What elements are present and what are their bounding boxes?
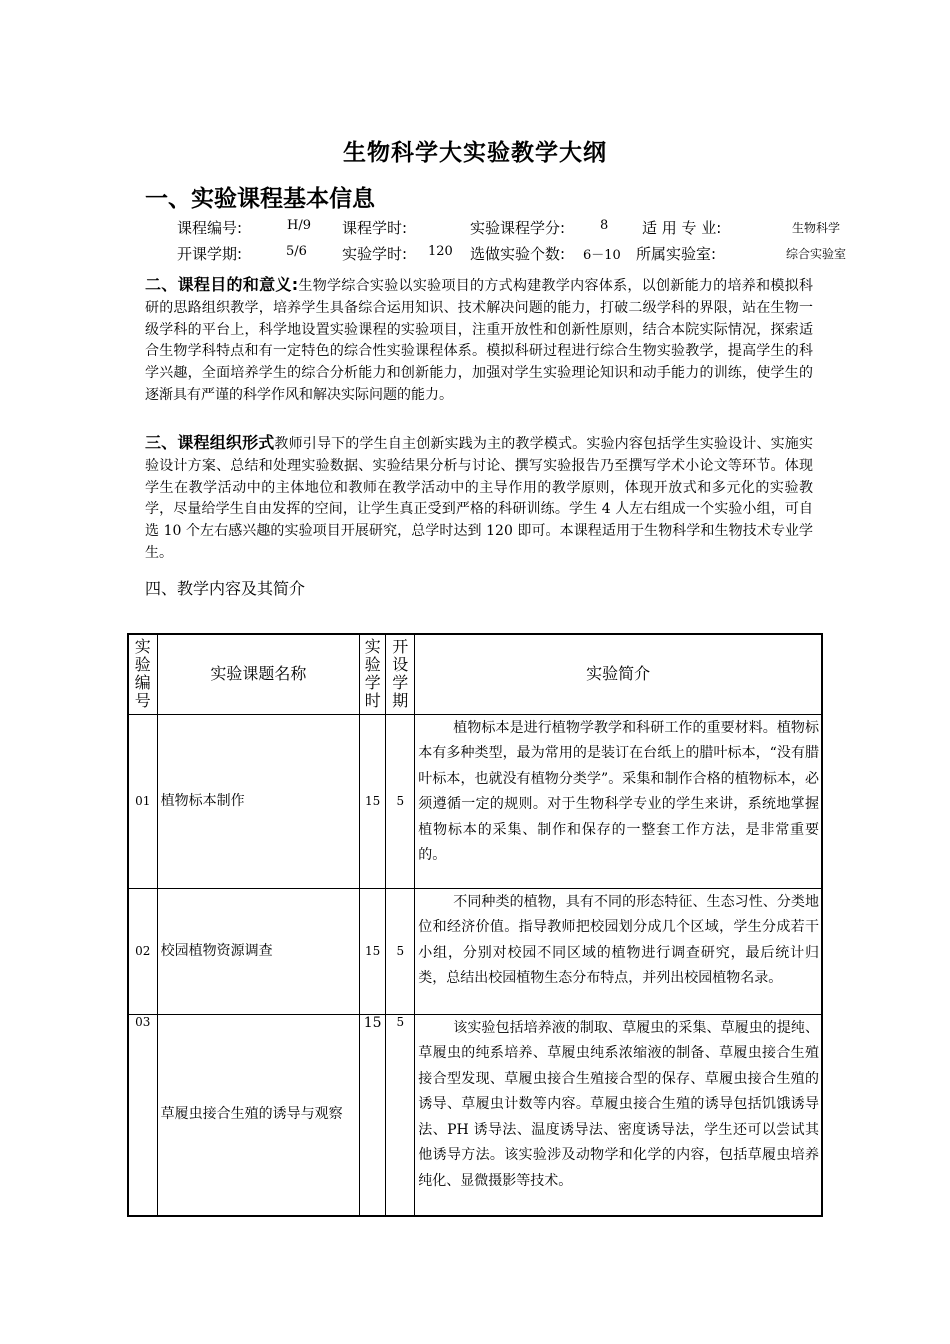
header-exp-intro: 实验简介 xyxy=(415,634,822,714)
row-no: 03 xyxy=(128,1014,157,1216)
course-code-label: 课程编号: xyxy=(177,219,243,237)
row-name: 草履虫接合生殖的诱导与观察 xyxy=(157,1014,360,1216)
section2-paragraph xyxy=(145,274,813,407)
table-row xyxy=(128,1014,822,1216)
choose-count-label: 选做实验个数: xyxy=(470,245,566,263)
info-row-1 xyxy=(0,217,950,239)
row-name: 校园植物资源调查 xyxy=(157,888,360,1014)
course-credit-label: 实验课程学分: xyxy=(470,219,566,237)
info-row-2 xyxy=(0,243,950,265)
header-exp-name: 实验课题名称 xyxy=(157,634,360,714)
experiment-table xyxy=(127,633,823,1217)
row-intro: 不同种类的植物，具有不同的形态特征、生态习性、分类地位和经济价值。指导教师把校园划分成几个区域，学生分成若干小组，分别对校园不同区域的植物进行调查研究，最后统计归类，总结出校园植物生态分布特点，并列出校园植物名录。 xyxy=(415,888,822,1014)
row-hours: 15 xyxy=(360,888,386,1014)
major-label: 适 用 专 业: xyxy=(642,219,722,237)
row-term: 5 xyxy=(386,1014,415,1216)
row-name: 植物标本制作 xyxy=(157,714,360,888)
section1-heading: 一、实验课程基本信息 xyxy=(145,186,375,212)
section3-paragraph xyxy=(145,432,813,565)
header-exp-hours: 实验学时 xyxy=(360,634,386,714)
section3-heading: 三、课程组织形式 xyxy=(145,433,275,452)
term-value: 5/6 xyxy=(286,244,307,259)
row-term: 5 xyxy=(386,888,415,1014)
section3-text: 教师引导下的学生自主创新实践为主的教学模式。实验内容包括学生实验设计、实施实验设计方案、总结和处理实验数据、实验结果分析与讨论、撰写实验报告乃至撰写学术小论文等环节。体现学生在教学活动中的主体地位和教师在教学活动中的主导作用的教学原则，体现开放式和多元化的实验教学，尽量给学生自由发挥的空间，让学生真正受到严格的科研训练。学生 4 人左右组成一个实验小组，可自选 10 个左右感兴趣的实验项目开展研究，总学时达到 120 即可。本课程适用于生物科学和生物技术专业学生。 xyxy=(145,436,813,561)
table-header-row xyxy=(128,634,822,714)
row-intro: 植物标本是进行植物学教学和科研工作的重要材料。植物标本有多种类型，最为常用的是装订在台纸上的腊叶标本，“没有腊叶标本，也就没有植物分类学”。采集和制作合格的植物标本，必须遵循一定的规则。对于生物科学专业的学生来讲，系统地掌握植物标本的采集、制作和保存的一整套工作方法，是非常重要的。 xyxy=(415,714,822,888)
major-value: 生物科学 xyxy=(792,221,841,235)
exp-hours-label: 实验学时: xyxy=(342,245,408,263)
document-title: 生物科学大实验教学大纲 xyxy=(343,140,607,166)
section2-text: 生物学综合实验以实验项目的方式构建教学内容体系，以创新能力的培养和模拟科研的思路组织教学，培养学生具备综合运用知识、技术解决问题的能力，打破二级学科的界限，站在生物一级学科的平台上，科学地设置实验课程的实验项目，注重开放性和创新性原则，结合本院实际情况，探索适合生物学科特点和有一定特色的综合性实验课程体系。模拟科研过程进行综合生物实验教学，提高学生的科学兴趣，全面培养学生的综合分析能力和创新能力，加强对学生实验理论知识和动手能力的训练，使学生的逐渐具有严谨的科学作风和解决实际问题的能力。 xyxy=(145,278,813,403)
section4-heading: 四、教学内容及其简介 xyxy=(145,579,306,598)
row-hours: 15 xyxy=(360,1014,386,1216)
choose-count-value: 6－10 xyxy=(583,248,621,263)
section2-heading: 二、课程目的和意义: xyxy=(145,275,299,294)
lab-value: 综合实验室 xyxy=(786,247,847,261)
term-label: 开课学期: xyxy=(177,245,243,263)
course-code-value: H/9 xyxy=(287,218,311,233)
header-exp-term: 开设学期 xyxy=(386,634,415,714)
row-no: 02 xyxy=(128,888,157,1014)
table-row xyxy=(128,888,822,1014)
exp-hours-value: 120 xyxy=(428,244,453,259)
course-hours-label: 课程学时: xyxy=(342,219,408,237)
row-no: 01 xyxy=(128,714,157,888)
row-hours: 15 xyxy=(360,714,386,888)
header-exp-no: 实验编号 xyxy=(128,634,157,714)
table-row xyxy=(128,714,822,888)
row-term: 5 xyxy=(386,714,415,888)
row-intro: 该实验包括培养液的制取、草履虫的采集、草履虫的提纯、草履虫的纯系培养、草履虫纯系浓缩液的制备、草履虫接合生殖接合型发现、草履虫接合生殖接合型的保存、草履虫接合生殖的诱导、草履虫计数等内容。草履虫接合生殖的诱导包括饥饿诱导法、PH 诱导法、温度诱导法、密度诱导法，学生还可以尝试其他诱导方法。该实验涉及动物学和化学的内容，包括草履虫培养纯化、显微摄影等技术。 xyxy=(415,1014,822,1216)
lab-label: 所属实验室: xyxy=(636,245,717,263)
course-credit-value: 8 xyxy=(600,218,609,233)
